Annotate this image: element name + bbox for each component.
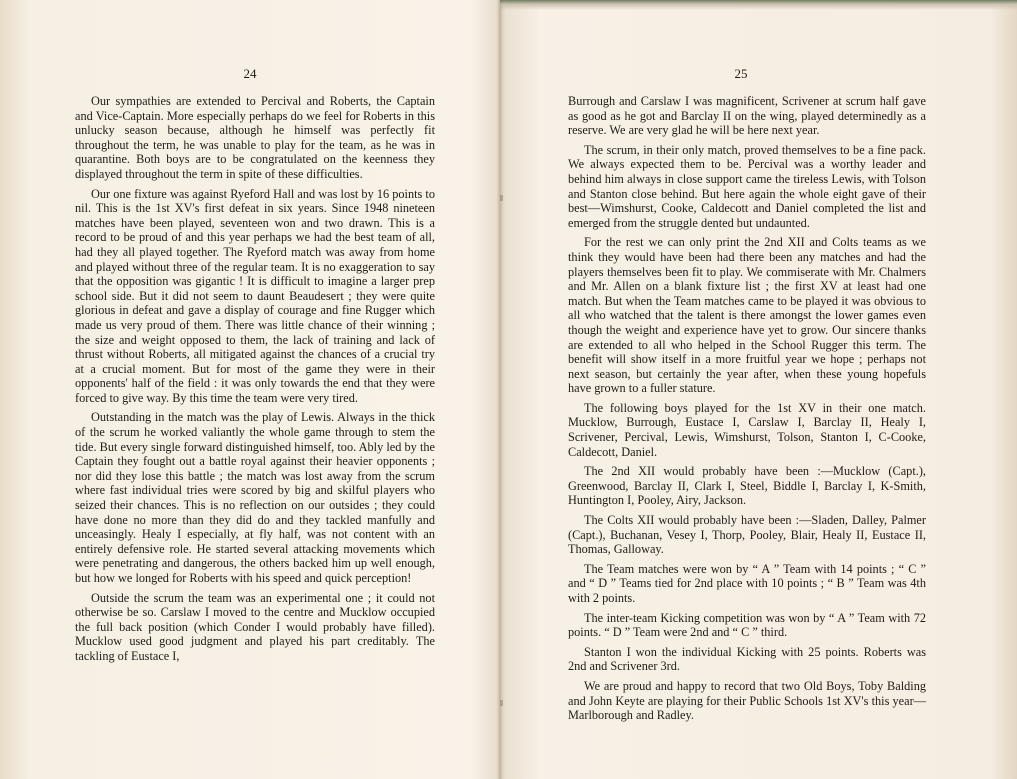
- left-page-text: [75, 94, 435, 669]
- binding-mark: [500, 195, 503, 201]
- paragraph: Stanton I won the individual Kicking with 25 points. Roberts was 2nd and Scrivener 3rd.: [568, 644, 926, 674]
- binding-mark: [500, 700, 503, 706]
- right-page-text: [568, 94, 926, 728]
- paragraph: Our sympathies are extended to Percival and Roberts, the Captain and Vice-Captain. More especially perhaps do we feel for Roberts in this unlucky season because, although he himself was perfectly fit throughout the term, he was unable to play for the team, as he was in quarantine. Both boys are to be congratulated on the keenness they displayed throughout the term in spite of these difficulties.: [75, 94, 435, 181]
- paragraph: Outstanding in the match was the play of Lewis. Always in the thick of the scrum he worked valiantly the whole game through to stem the tide. But every single forward distinguished himself, too. Ably led by the Captain they fought out a battle royal against their heavier opponents ; nor did they lose this battle ; the match was lost away from the scrum where fast individual tries were scored by big and skilful players who seized their chances. This is no reflection on our outsides ; they could have done no more than they did do and they tackled manfully and unceasingly. Healy I especially, at fly half, was not content with an entirely defensive role. He started several attacking movements which were penetrating and dangerous, the others backed him up well enough, but how we longed for Roberts with his speed and quick perception!: [75, 410, 435, 585]
- paragraph: The following boys played for the 1st XV in their one match. Mucklow, Burrough, Eustace I, Carslaw I, Barclay II, Healy I, Scrivener, Percival, Lewis, Wimshurst, Tolson, Stanton I, C-Cooke, Caldecott, Daniel.: [568, 400, 926, 459]
- page-number-left: 24: [243, 66, 257, 81]
- paragraph: The inter-team Kicking competition was won by “ A ” Team with 72 points. “ D ” Team were 2nd and “ C ” third.: [568, 610, 926, 640]
- right-page: [503, 0, 1017, 779]
- paragraph: Our one fixture was against Ryeford Hall and was lost by 16 points to nil. This is the 1st XV's first defeat in six years. Since 1948 nineteen matches have been played, seventeen won and two drawn. This is a record to be proud of and this year perhaps we had the best team of all, had they all played together. The Ryeford match was away from home and played without three of the regular team. It is no exaggeration to say that the opposition was gigantic ! It is difficult to imagine a larger prep school side. But it did not seem to daunt Beaudesert ; they were quite glorious in defeat and gave a display of courage and fine Rugger which made us very proud of them. There was little chance of their winning ; the size and weight opposed to them, the lack of training and lack of thrust without Roberts, all mitigated against the chances of a crucial try at a crucial moment. But for most of the game they were in their opponents' half of the field : it was only towards the end that they were forced to give way. By this time the team were very tired.: [75, 186, 435, 405]
- paragraph: The scrum, in their only match, proved themselves to be a fine pack. We always expected them to be. Percival was a worthy leader and behind him always in close support came the tireless Lewis, with Tolson and Stanton close behind. But here again the whole eight gave of their best—Wimshurst, Cooke, Caldecott and Daniel completed the list and emerged from the struggle dented but undaunted.: [568, 142, 926, 230]
- page-number-right: 25: [734, 66, 748, 81]
- paragraph: Burrough and Carslaw I was magnificent, Scrivener at scrum half gave as good as he got and Barclay II on the wing, played determinedly as a reserve. We are very glad he will be here next year.: [568, 94, 926, 138]
- paragraph: The 2nd XII would probably have been :—Mucklow (Capt.), Greenwood, Barclay II, Clark I, Steel, Biddle I, Barclay I, K-Smith, Huntington I, Pooley, Airy, Jackson.: [568, 464, 926, 508]
- paragraph: The Team matches were won by “ A ” Team with 14 points ; “ C ” and “ D ” Teams tied for 2nd place with 10 points ; “ B ” Team was 4th with 2 points.: [568, 561, 926, 605]
- paragraph: Outside the scrum the team was an experimental one ; it could not otherwise be so. Carslaw I moved to the centre and Mucklow occupied the full back position (which Conder I would probably have filled). Mucklow used good judgment and played his part creditably. The tackling of Eustace I,: [75, 590, 435, 663]
- paragraph: For the rest we can only print the 2nd XII and Colts teams as we think they would have been had there been any matches and had the players themselves been fit to play. We commiserate with Mr. Chalmers and Mr. Allen on a blank fixture list ; the first XV at least had one match. But when the Team matches came to be played it was obvious to all who watched that the talent is there amongst the lower games even though the weight and experience have yet to grow. Our sincere thanks are extended to all who helped in the School Rugger this term. The benefit will show itself in a more fruitful year we hope ; perhaps not next season, but certainly the year after, when these young hopefuls have grown to a fuller stature.: [568, 235, 926, 396]
- paragraph: We are proud and happy to record that two Old Boys, Toby Balding and John Keyte are playing for their Public Schools 1st XV's this year—Marlborough and Radley.: [568, 678, 926, 723]
- paragraph: The Colts XII would probably have been :—Sladen, Dalley, Palmer (Capt.), Buchanan, Vesey I, Thorp, Pooley, Blair, Healy II, Eustace II, Thomas, Galloway.: [568, 513, 926, 557]
- left-page: [0, 0, 500, 779]
